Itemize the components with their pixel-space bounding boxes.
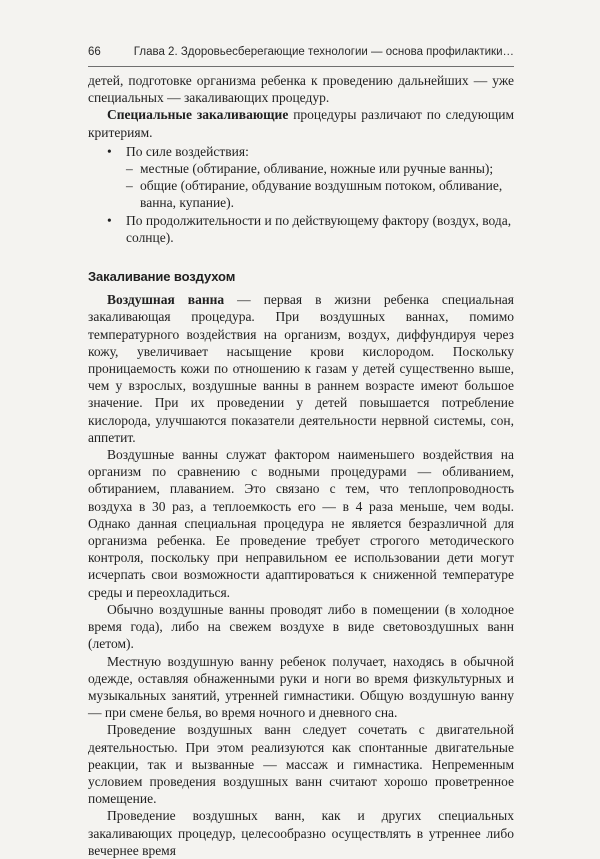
paragraph-air-bath-text: — первая в жизни ребенка специальная закаливающая процедура. При воздушных ваннах, помимо температурного воздействия на организм, воздух, диффундируя через кожу, увеличивает насыщение крови кислородом. Поскольку проницаемость кожи по отношению к газам у детей существенно выше, чем у взрослых, воздушные ванны в раннем возрасте имеют большое значение. При их проведении у детей повышается потребление кислорода, улучшаются показатели деятельности нервной системы, сон, аппетит.	[88, 292, 515, 445]
list-item: – общие (обтирание, обдувание воздушным потоком, обливание, ванна, купание).	[88, 177, 514, 211]
running-header	[88, 46, 514, 58]
page-content	[88, 72, 514, 859]
list-item: • По продолжительности и по действующему фактору (воздух, вода, солнце).	[88, 212, 514, 246]
paragraph-air-bath	[88, 291, 514, 446]
paragraph-local-bath: Местную воздушную ванну ребенок получает, находясь в обычной одежде, оставляя обнаженными руки и ноги во время физкультурных и музыкальных занятий, утренней гимнастики. Общую воздушную ванну — при смене белья, во время ночного и дневного сна.	[88, 653, 514, 721]
paragraph-factor: Воздушные ванны служат фактором наименьшего воздействия на организм по сравнению с водными процедурами — обливанием, обтиранием, плаванием. Это связано с тем, что теплопроводность воздуха в 30 раз, а теплоемкость его — в 4 раза меньше, чем воды. Однако данная специальная процедура не является безразличной для организма ребенка. Ее проведение требует строгого методического контроля, поскольку при неправильном ее использовании дети могут исчерпать свои возможности адаптироваться к сниженной температуре среды и переохладиться.	[88, 447, 514, 600]
header-rule	[88, 66, 514, 67]
paragraph-special-text: процедуры различают по следующим критериям.	[88, 107, 514, 140]
paragraph-continued: детей, подготовке организма ребенка к проведению дальнейших — уже специальных — закаливающих процедур.	[88, 73, 514, 106]
term-special-procedures: Специальные закаливающие	[107, 107, 289, 123]
list-item: – местные (обтирание, обливание, ножные или ручные ванны);	[88, 160, 514, 177]
section-heading: Закаливание воздухом	[88, 269, 236, 285]
bullet-label: По силе воздействия:	[126, 143, 249, 159]
paragraph-combine: Проведение воздушных ванн следует сочетать с двигательной деятельностью. При этом реализуются как спонтанные двигательные реакции, так и вызванные — массаж и гимнастика. Непременным условием проведения воздушных ванн считают хорошо проветренное помещение.	[88, 722, 514, 807]
list-item	[88, 143, 514, 212]
sublist	[126, 160, 514, 212]
paragraph-last: Проведение воздушных ванн, как и других специальных закаливающих процедур, целесообразно осуществлять в утреннее либо вечернее время	[88, 808, 514, 858]
criteria-list	[88, 143, 514, 246]
page-number: 66	[88, 46, 101, 58]
paragraph-usually: Обычно воздушные ванны проводят либо в помещении (в холодное время года), либо на свежем воздухе в виде световоздушных ванн (летом).	[88, 601, 514, 652]
running-title: Глава 2. Здоровьесберегающие технологии — основа профилактики…	[133, 46, 514, 58]
paragraph-special-procedures	[88, 106, 514, 140]
term-air-bath: Воздушная ванна	[107, 292, 225, 308]
